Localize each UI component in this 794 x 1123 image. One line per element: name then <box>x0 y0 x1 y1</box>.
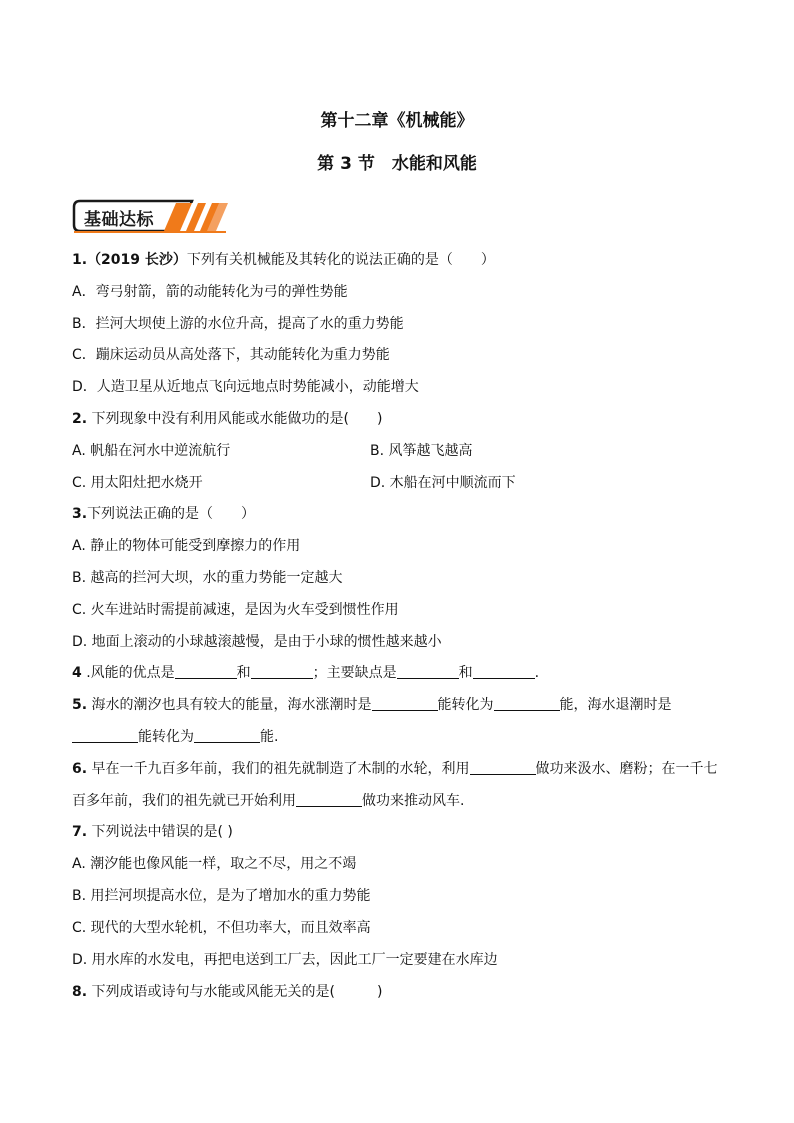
q7-option-b: B. 用拦河坝提高水位，是为了增加水的重力势能 <box>72 888 371 904</box>
q3-option-c: C. 火车进站时需提前减速，是因为火车受到惯性作用 <box>72 602 399 618</box>
q6-blank-1[interactable] <box>470 760 536 775</box>
q4-blank-2[interactable] <box>251 664 313 679</box>
section-badge <box>72 197 232 235</box>
q1-option-d: D．人造卫星从近地点飞向远地点时势能减小，动能增大 <box>72 379 419 395</box>
q4-blank-3[interactable] <box>397 664 459 679</box>
q2-option-a: A. 帆船在河水中逆流航行 <box>72 443 231 459</box>
q2-stem: 2. 下列现象中没有利用风能或水能做功的是( ) <box>72 411 383 427</box>
q7-stem: 7. 下列说法中错误的是( ) <box>72 824 233 840</box>
q4-stem: 4 .风能的优点是 和 ；主要缺点是 和 . <box>72 665 540 681</box>
q7-option-d: D. 用水库的水发电，再把电送到工厂去，因此工厂一定要建在水库边 <box>72 952 498 968</box>
q2-option-d: D. 木船在河中顺流而下 <box>370 475 516 491</box>
badge-label: 基础达标 <box>84 210 154 230</box>
q2-option-b: B. 风筝越飞越高 <box>370 443 473 459</box>
q7-option-c: C. 现代的大型水轮机，不但功率大，而且效率高 <box>72 920 371 936</box>
q5-blank-2[interactable] <box>494 696 560 711</box>
q5-blank-4[interactable] <box>194 728 260 743</box>
q7-option-a: A. 潮汐能也像风能一样，取之不尽，用之不竭 <box>72 856 357 872</box>
section-title: 第 3 节 水能和风能 <box>317 154 477 174</box>
q4-blank-1[interactable] <box>175 664 237 679</box>
q6-stem-line1: 6. 早在一千九百多年前，我们的祖先就制造了木制的水轮，利用 做功来汲水、磨粉；在一千七 <box>72 761 718 777</box>
q5-blank-1[interactable] <box>372 696 438 711</box>
q6-stem-line2: 百多年前，我们的祖先就已开始利用 做功来推动风车. <box>72 793 465 809</box>
q3-option-d: D. 地面上滚动的小球越滚越慢，是由于小球的惯性越来越小 <box>72 634 442 650</box>
q3-option-b: B. 越高的拦河大坝，水的重力势能一定越大 <box>72 570 343 586</box>
q3-option-a: A. 静止的物体可能受到摩擦力的作用 <box>72 538 301 554</box>
q1-option-a: A．弯弓射箭，箭的动能转化为弓的弹性势能 <box>72 284 348 300</box>
q2-option-c: C. 用太阳灶把水烧开 <box>72 475 203 491</box>
q3-stem: 3.下列说法正确的是（ ） <box>72 506 256 522</box>
q1-option-c: C．蹦床运动员从高处落下，其动能转化为重力势能 <box>72 347 390 363</box>
q4-blank-4[interactable] <box>473 664 535 679</box>
q5-stem-line2: 能转化为 能. <box>72 728 278 746</box>
chapter-title: 第十二章《机械能》 <box>320 111 474 131</box>
q1-source: （2019 长沙） <box>87 252 187 268</box>
q8-stem: 8. 下列成语或诗句与水能或风能无关的是( ) <box>72 984 383 1000</box>
q1-option-b: B．拦河大坝使上游的水位升高，提高了水的重力势能 <box>72 316 404 332</box>
q5-stem-line1: 5. 海水的潮汐也具有较大的能量，海水涨潮时是 能转化为 能，海水退潮时是 <box>72 697 672 713</box>
q6-blank-2[interactable] <box>296 792 362 807</box>
q5-blank-3[interactable] <box>72 728 138 743</box>
q1-stem: 1.（2019 长沙）下列有关机械能及其转化的说法正确的是（ ） <box>72 252 495 268</box>
